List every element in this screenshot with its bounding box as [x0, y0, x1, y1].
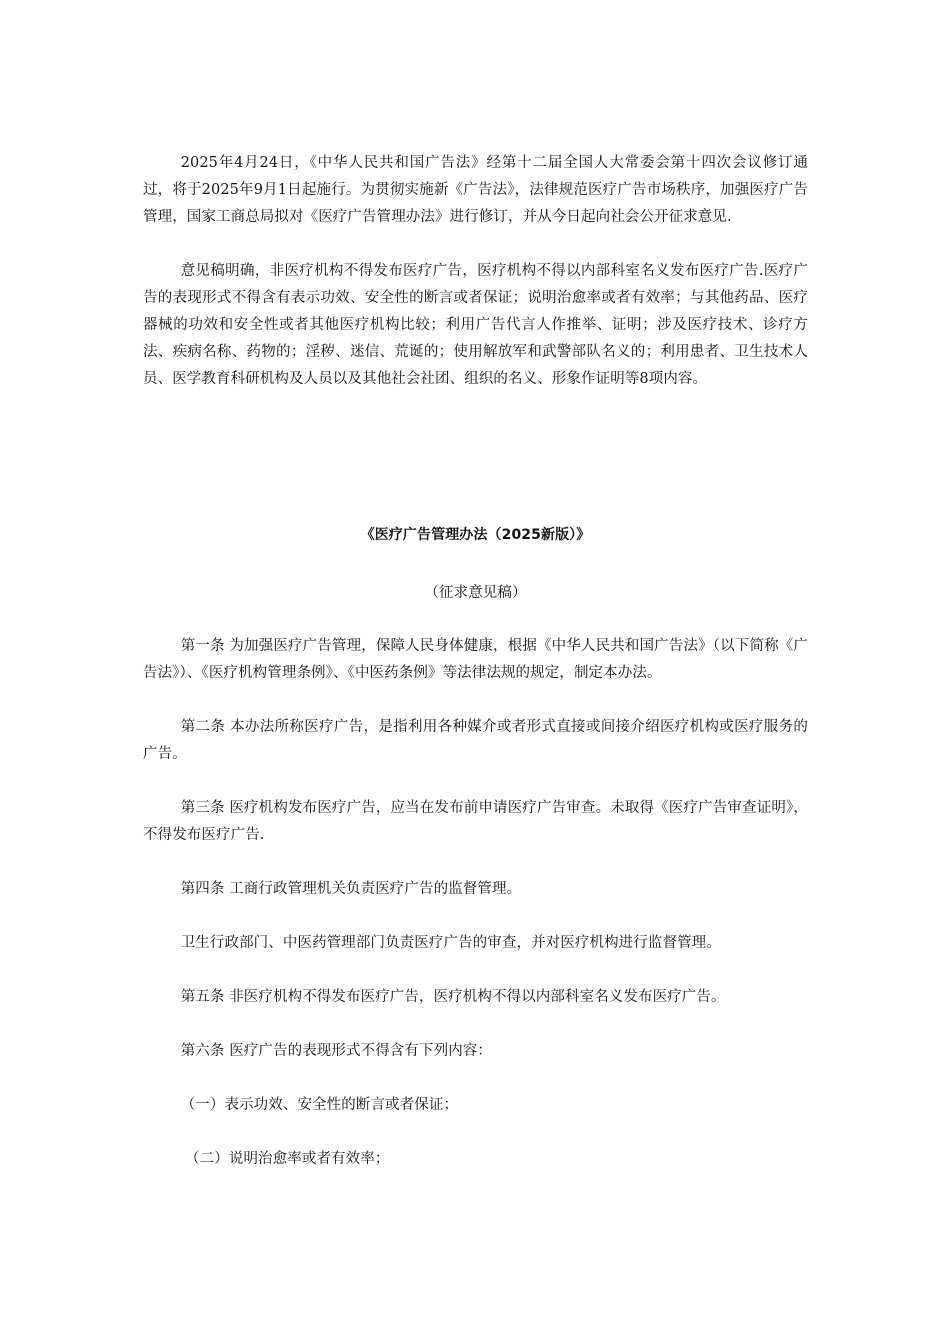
article-4: 第四条 工商行政管理机关负责医疗广告的监督管理。: [180, 881, 522, 897]
article-6-item-2: （二）说明治愈率或者有效率；: [185, 1151, 390, 1167]
document-title: 《医疗广告管理办法（2025新版）》: [360, 527, 591, 543]
articles-section: [143, 633, 808, 1173]
document-subtitle: （征求意见稿）: [424, 585, 527, 601]
article-4-paragraph-2: 卫生行政部门、中医药管理部门负责医疗广告的审查，并对医疗机构进行监督管理。: [180, 935, 721, 951]
article-1: 第一条 为加强医疗广告管理，保障人民身体健康，根据《中华人民共和国广告法》（以下简称《广告法》）、《医疗机构管理条例》、《中医药条例》等法律法规的规定，制定本办法。: [143, 638, 808, 681]
article-5: 第五条 非医疗机构不得发布医疗广告，医疗机构不得以内部科室名义发布医疗广告。: [180, 989, 726, 1005]
article-6: 第六条 医疗广告的表现形式不得含有下列内容：: [180, 1043, 492, 1059]
article-2: 第二条 本办法所称医疗广告，是指利用各种媒介或者形式直接或间接介绍医疗机构或医疗服务的广告。: [143, 719, 808, 762]
article-3: 第三条 医疗机构发布医疗广告，应当在发布前申请医疗广告审查。未取得《医疗广告审查证明》，不得发布医疗广告.: [143, 800, 808, 843]
intro-paragraph-1: 2025年4月24日，《中华人民共和国广告法》经第十二届全国人大常委会第十四次会议修订通过，将于2025年9月1日起施行。为贯彻实施新《广告法》，法律规范医疗广告市场秩序，加强医疗广告管理，国家工商总局拟对《医疗广告管理办法》进行修订，并从今日起向社会公开征求意见.: [143, 155, 808, 225]
intro-paragraph-2: 意见稿明确，非医疗机构不得发布医疗广告，医疗机构不得以内部科室名义发布医疗广告.医疗广告的表现形式不得含有表示功效、安全性的断言或者保证；说明治愈率或者有效率；与其他药品、医疗器械的功效和安全性或者其他医疗机构比较；利用广告代言人作推举、证明；涉及医疗技术、诊疗方法、疾病名称、药物的；淫秽、迷信、荒诞的；使用解放军和武警部队名义的；利用患者、卫生技术人员、医学教育科研机构及人员以及其他社会社团、组织的名义、形象作证明等8项内容。: [143, 263, 808, 387]
document-page: [143, 150, 808, 1167]
article-6-item-1: （一）表示功效、安全性的断言或者保证；: [180, 1097, 459, 1113]
